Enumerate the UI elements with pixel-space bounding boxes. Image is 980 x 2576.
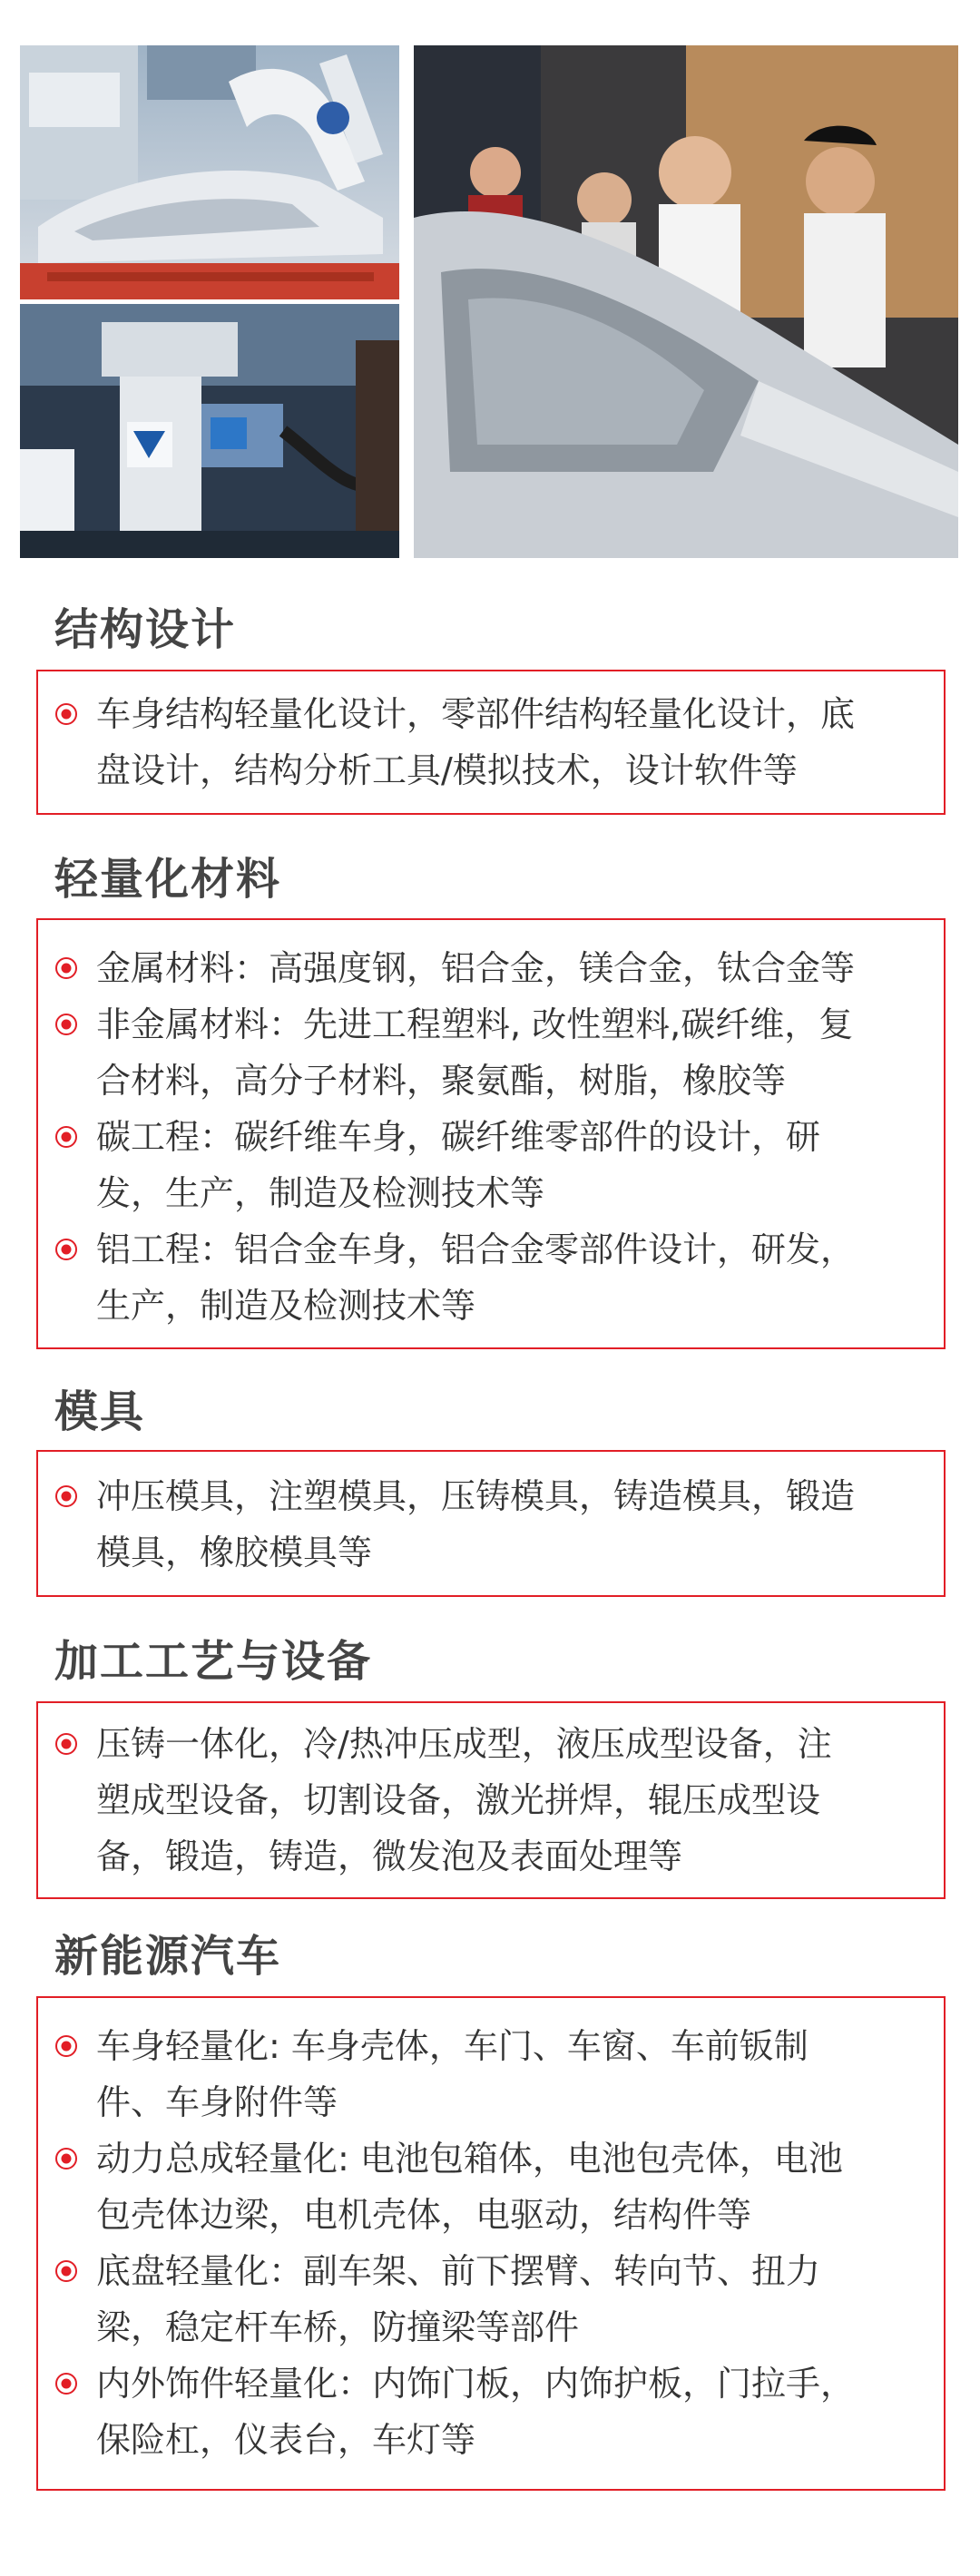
list-item: 动力总成轻量化: 电池包箱体，电池包壳体，电池 包壳体边梁，电机壳体，电驱动，结构件等 xyxy=(38,2130,944,2243)
bullet-icon xyxy=(54,956,78,980)
bullet-icon xyxy=(54,2259,78,2283)
list-item: 金属材料：高强度钢，铝合金，镁合金，钛合金等 xyxy=(38,940,944,996)
section-title-lightweight-materials: 轻量化材料 xyxy=(54,854,282,905)
list-item: 车身结构轻量化设计，零部件结构轻量化设计，底 盘设计，结构分析工具/模拟技术，设计软件等 xyxy=(38,686,944,798)
section-box-molds xyxy=(36,1450,946,1597)
section-box-lightweight-materials xyxy=(36,918,946,1349)
bullet-icon xyxy=(54,2034,78,2058)
list-item: 碳工程：碳纤维车身，碳纤维零部件的设计，研 发，生产，制造及检测技术等 xyxy=(38,1109,944,1221)
section-title-molds: 模具 xyxy=(54,1386,146,1437)
section-box-structure-design xyxy=(36,670,946,815)
list-item: 铝工程：铝合金车身，铝合金零部件设计，研发， 生产，制造及检测技术等 xyxy=(38,1221,944,1334)
list-item: 冲压模具，注塑模具，压铸模具，铸造模具，锻造 模具，橡胶模具等 xyxy=(38,1468,944,1581)
section-box-processing-equipment xyxy=(36,1701,946,1899)
bullet-icon xyxy=(54,1732,78,1756)
list-item: 压铸一体化，冷/热冲压成型，液压成型设备，注 塑成型设备，切割设备，激光拼焊，辊压成型设 备，锻造，铸造，微发泡及表面处理等 xyxy=(38,1716,944,1885)
bullet-icon xyxy=(54,1125,78,1149)
section-title-processing-equipment: 加工工艺与设备 xyxy=(54,1636,373,1687)
list-item: 内外饰件轻量化：内饰门板，内饰护板，门拉手， 保险杠，仪表台，车灯等 xyxy=(38,2356,944,2468)
bullet-icon xyxy=(54,2147,78,2170)
photo-visitors-car-frame xyxy=(414,45,958,558)
section-title-new-energy-vehicles: 新能源汽车 xyxy=(54,1931,282,1982)
bullet-icon xyxy=(54,1013,78,1036)
section-title-structure-design: 结构设计 xyxy=(54,604,237,655)
photo-robot-car-body xyxy=(20,45,399,299)
bullet-icon xyxy=(54,2372,78,2395)
bullet-icon xyxy=(54,1238,78,1261)
list-item: 非金属材料：先进工程塑料, 改性塑料,碳纤维，复 合材料，高分子材料，聚氨酯，树脂，橡胶等 xyxy=(38,996,944,1109)
bullet-icon xyxy=(54,702,78,726)
section-box-new-energy-vehicles xyxy=(36,1996,946,2491)
photo-robot-gripper xyxy=(20,304,399,558)
bullet-icon xyxy=(54,1484,78,1508)
list-item: 底盘轻量化：副车架、前下摆臂、转向节、扭力 梁，稳定杆车桥，防撞梁等部件 xyxy=(38,2243,944,2356)
list-item: 车身轻量化: 车身壳体，车门、车窗、车前钣制 件、车身附件等 xyxy=(38,2018,944,2130)
